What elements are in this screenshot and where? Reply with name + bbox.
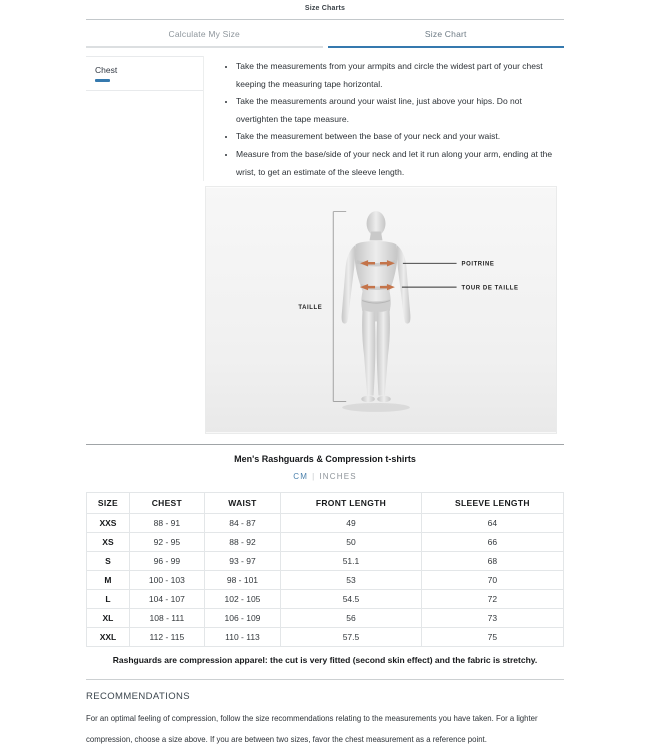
floor-shadow bbox=[342, 403, 410, 412]
instructions-panel bbox=[204, 56, 564, 181]
table-cell: 54.5 bbox=[281, 590, 422, 609]
table-cell: 57.5 bbox=[281, 628, 422, 647]
table-row bbox=[87, 628, 564, 647]
table-row bbox=[87, 609, 564, 628]
section-divider bbox=[86, 444, 564, 445]
column-header-waist: WAIST bbox=[204, 493, 280, 514]
table-cell: 106 - 109 bbox=[204, 609, 280, 628]
unit-toggle-inches[interactable]: INCHES bbox=[319, 472, 357, 482]
tab-bar bbox=[86, 20, 564, 48]
table-cell: 104 - 107 bbox=[129, 590, 204, 609]
table-cell: 102 - 105 bbox=[204, 590, 280, 609]
table-cell: 73 bbox=[421, 609, 563, 628]
unit-separator: | bbox=[312, 472, 316, 482]
tour-de-taille-label: TOUR DE TAILLE bbox=[461, 285, 519, 292]
table-cell: 88 - 91 bbox=[129, 514, 204, 533]
table-cell: 88 - 92 bbox=[204, 533, 280, 552]
poitrine-label: POITRINE bbox=[461, 261, 495, 268]
size-chart-widget bbox=[86, 19, 564, 750]
table-cell: 70 bbox=[421, 571, 563, 590]
sidebar-item-chest[interactable] bbox=[86, 56, 203, 91]
table-row bbox=[87, 552, 564, 571]
table-cell: 112 - 115 bbox=[129, 628, 204, 647]
page-title: Size Charts bbox=[304, 5, 346, 12]
sidebar-item-label: Chest bbox=[95, 65, 118, 75]
table-row bbox=[87, 571, 564, 590]
unit-toggle bbox=[86, 472, 564, 481]
recommendations-heading: RECOMMENDATIONS bbox=[86, 691, 190, 703]
size-table bbox=[86, 492, 564, 647]
table-cell: 98 - 101 bbox=[204, 571, 280, 590]
table-cell-size: M bbox=[87, 571, 130, 590]
measurement-figure-image bbox=[205, 186, 557, 434]
column-header-sleeve-length: SLEEVE LENGTH bbox=[421, 493, 563, 514]
instruction-list bbox=[216, 58, 562, 181]
table-cell: 84 - 87 bbox=[204, 514, 280, 533]
table-row bbox=[87, 514, 564, 533]
table-cell: 49 bbox=[281, 514, 422, 533]
instruction-item: • Take the measurement between the base of your neck and your waist. bbox=[236, 128, 562, 146]
table-cell: 64 bbox=[421, 514, 563, 533]
taille-label: TAILLE bbox=[298, 305, 323, 312]
table-cell: 110 - 113 bbox=[204, 628, 280, 647]
table-cell: 50 bbox=[281, 533, 422, 552]
instructions-section bbox=[86, 56, 564, 181]
table-cell-size: S bbox=[87, 552, 130, 571]
recommendations-divider bbox=[86, 679, 564, 680]
table-cell: 93 - 97 bbox=[204, 552, 280, 571]
table-cell: 66 bbox=[421, 533, 563, 552]
measurement-sidebar bbox=[86, 56, 204, 181]
table-cell: 56 bbox=[281, 609, 422, 628]
table-cell-size: XL bbox=[87, 609, 130, 628]
mannequin-figure bbox=[206, 187, 556, 433]
table-cell: 100 - 103 bbox=[129, 571, 204, 590]
table-header-row bbox=[87, 493, 564, 514]
table-cell-size: XXS bbox=[87, 514, 130, 533]
recommendations-body: For an optimal feeling of compression, follow the size recommendations relating to the measurements you have taken. For a lighter compression, choose a size above. If you are between two sizes, favor the chest measurement as a reference point. bbox=[86, 714, 538, 745]
instruction-item: • Measure from the base/side of your neck and let it run along your arm, ending at the wrist, to get an estimate of the sleeve length. bbox=[236, 146, 562, 181]
active-indicator bbox=[95, 79, 110, 82]
tab-size-chart[interactable]: Size Chart bbox=[328, 20, 565, 48]
table-cell-size: L bbox=[87, 590, 130, 609]
table-cell-size: XS bbox=[87, 533, 130, 552]
table-cell: 68 bbox=[421, 552, 563, 571]
column-header-chest: CHEST bbox=[129, 493, 204, 514]
compression-note: Rashguards are compression apparel: the cut is very fitted (second skin effect) and the fabric is stretchy. bbox=[112, 655, 538, 666]
table-cell: 53 bbox=[281, 571, 422, 590]
instruction-item: • Take the measurements around your waist line, just above your hips. Do not overtighten the tape measure. bbox=[236, 93, 562, 128]
table-row bbox=[87, 533, 564, 552]
instruction-item: • Take the measurements from your armpits and circle the widest part of your chest keeping the measuring tape horizontal. bbox=[236, 58, 562, 93]
size-table-title: Men's Rashguards & Compression t-shirts bbox=[234, 454, 416, 465]
table-cell: 72 bbox=[421, 590, 563, 609]
unit-toggle-cm[interactable]: CM bbox=[293, 472, 309, 482]
table-cell: 96 - 99 bbox=[129, 552, 204, 571]
column-header-size: SIZE bbox=[87, 493, 130, 514]
table-cell-size: XXL bbox=[87, 628, 130, 647]
table-cell: 108 - 111 bbox=[129, 609, 204, 628]
table-cell: 51.1 bbox=[281, 552, 422, 571]
column-header-front-length: FRONT LENGTH bbox=[281, 493, 422, 514]
table-cell: 92 - 95 bbox=[129, 533, 204, 552]
table-cell: 75 bbox=[421, 628, 563, 647]
tab-calculate-my-size[interactable]: Calculate My Size bbox=[86, 20, 323, 48]
table-row bbox=[87, 590, 564, 609]
